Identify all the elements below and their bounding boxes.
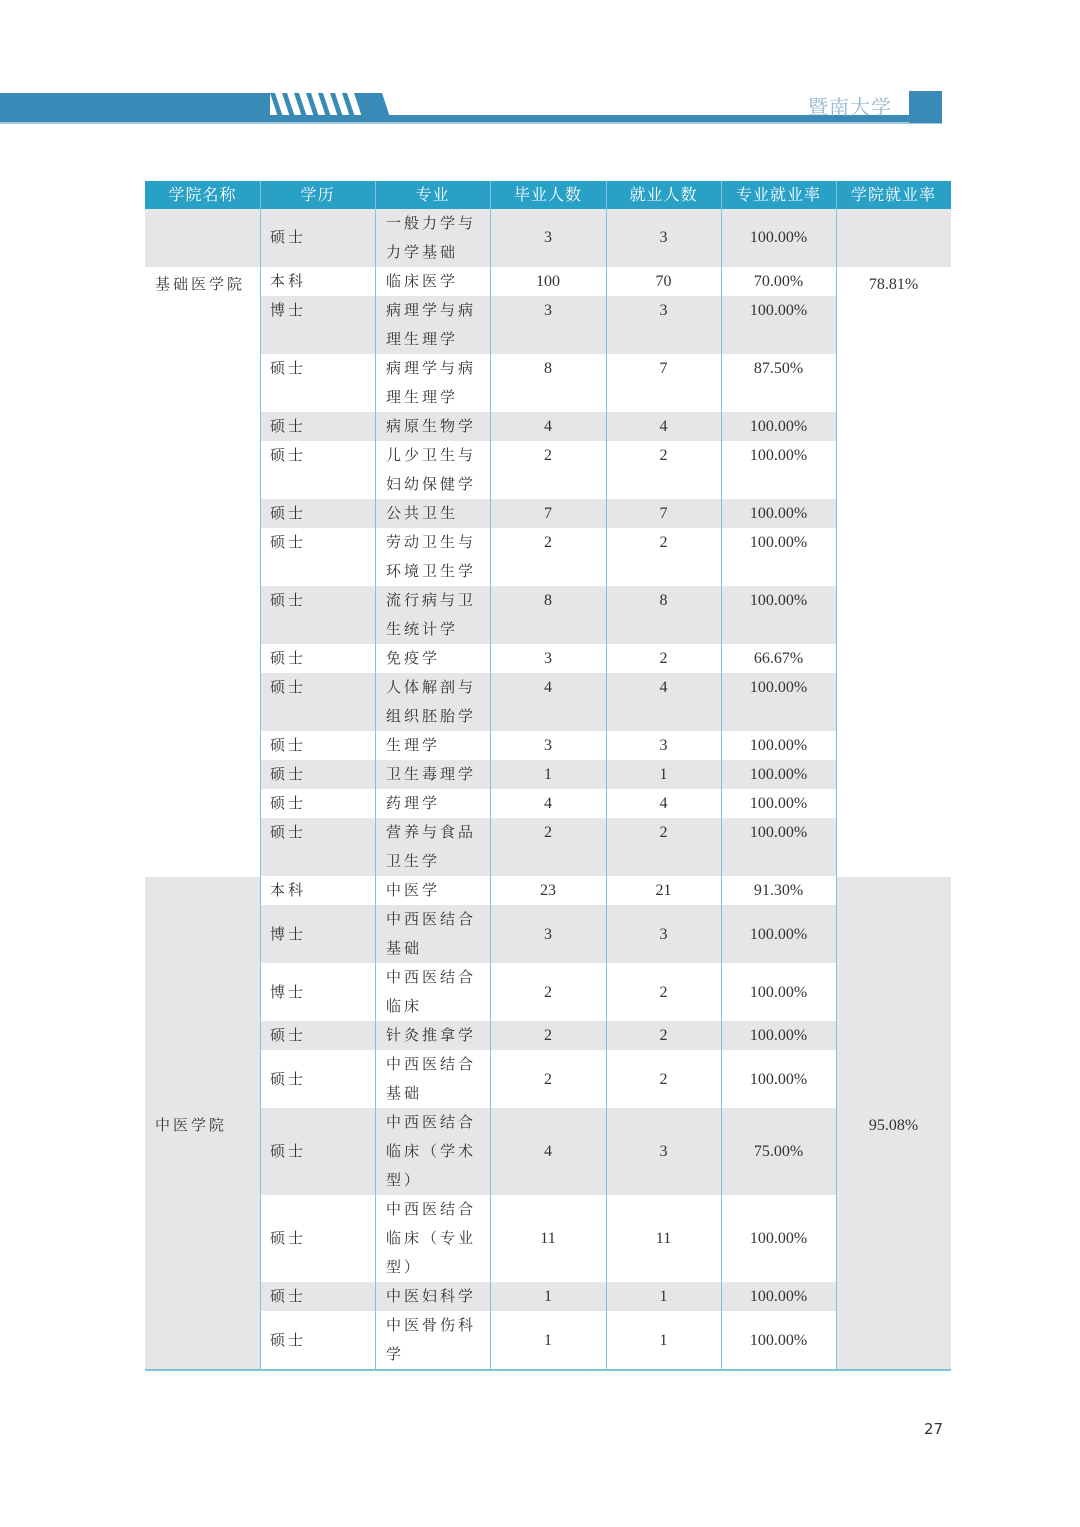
graduates-cell: 3 <box>544 229 552 246</box>
graduates-cell: 2 <box>544 984 552 1001</box>
major-cell-line: 免疫学 <box>386 649 441 667</box>
major-cell-line: 中医妇科学 <box>386 1287 477 1305</box>
degree-cell: 硕士 <box>270 649 307 667</box>
major-rate-cell: 100.00% <box>749 766 808 783</box>
major-rate-cell: 100.00% <box>749 534 808 551</box>
major-cell-line: 基础 <box>386 939 423 957</box>
major-cell-line: 学 <box>386 1345 405 1363</box>
major-rate-cell: 100.00% <box>749 1230 808 1247</box>
major-rate-cell: 66.67% <box>753 650 804 667</box>
employed-cell: 2 <box>659 824 668 841</box>
employed-cell: 4 <box>659 795 668 812</box>
graduates-cell: 8 <box>544 592 552 609</box>
major-cell-line: 生统计学 <box>386 620 459 638</box>
major-cell-line: 中西医结合 <box>386 910 477 928</box>
employed-cell: 3 <box>659 302 668 319</box>
table-row <box>260 1195 836 1282</box>
graduates-cell: 3 <box>544 737 552 754</box>
table-bottom-border <box>145 1369 951 1371</box>
major-cell-line: 中西医结合 <box>386 1055 477 1073</box>
employed-cell: 7 <box>659 505 668 522</box>
major-rate-cell: 70.00% <box>753 273 804 290</box>
graduates-cell: 11 <box>540 1230 556 1247</box>
major-rate-cell: 100.00% <box>749 302 808 319</box>
degree-cell: 硕士 <box>270 823 307 841</box>
table-row <box>260 1282 836 1311</box>
table-row <box>260 905 836 963</box>
major-cell-line: 病理学与病 <box>386 301 477 319</box>
major-rate-cell: 100.00% <box>749 824 808 841</box>
degree-cell: 硕士 <box>270 359 307 377</box>
table-row <box>260 644 836 673</box>
table-row <box>260 499 836 528</box>
major-cell-line: 病理学与病 <box>386 359 477 377</box>
degree-cell: 硕士 <box>270 1331 307 1349</box>
table-row <box>260 209 836 267</box>
employed-cell: 11 <box>655 1230 672 1247</box>
graduates-cell: 4 <box>544 418 552 435</box>
employed-cell: 2 <box>659 1027 668 1044</box>
major-rate-cell: 91.30% <box>753 882 804 899</box>
major-cell-line: 劳动卫生与 <box>386 533 477 551</box>
graduates-cell: 3 <box>544 302 552 319</box>
college-rate-basic-medicine: 78.81% <box>868 276 919 293</box>
graduates-cell: 100 <box>536 273 560 290</box>
degree-cell: 硕士 <box>270 591 307 609</box>
college-rate-cell-bg <box>836 209 951 267</box>
column-header-graduates: 毕业人数 <box>513 185 582 204</box>
college-name-basic-medicine: 基础医学院 <box>155 275 246 293</box>
college-rate-tcm: 95.08% <box>868 1117 919 1134</box>
major-cell-line: 中医学 <box>386 881 441 899</box>
degree-cell: 本科 <box>270 881 307 899</box>
degree-cell: 硕士 <box>270 1026 307 1044</box>
column-header-college-rate: 学院就业率 <box>850 185 936 204</box>
major-rate-cell: 100.00% <box>749 679 808 696</box>
major-rate-cell: 75.00% <box>753 1143 804 1160</box>
table-row <box>260 760 836 789</box>
graduates-cell: 7 <box>544 505 552 522</box>
degree-cell: 硕士 <box>270 504 307 522</box>
degree-cell: 本科 <box>270 272 307 290</box>
graduates-cell: 2 <box>544 534 552 551</box>
graduates-cell: 2 <box>544 824 552 841</box>
graduates-cell: 2 <box>544 1027 552 1044</box>
employed-cell: 1 <box>659 766 668 783</box>
table-row <box>260 731 836 760</box>
table-row <box>260 586 836 644</box>
major-rate-cell: 100.00% <box>749 418 808 435</box>
graduates-cell: 1 <box>544 1288 552 1305</box>
column-header-employed: 就业人数 <box>629 185 698 204</box>
major-cell-line: 中医骨伤科 <box>386 1316 477 1334</box>
employed-cell: 2 <box>659 534 668 551</box>
major-rate-cell: 100.00% <box>749 795 808 812</box>
graduates-cell: 3 <box>544 650 552 667</box>
major-cell-line: 中西医结合 <box>386 968 477 986</box>
table-row <box>260 789 836 818</box>
graduates-cell: 2 <box>544 447 552 464</box>
table-row <box>260 1311 836 1369</box>
major-cell-line: 组织胚胎学 <box>386 707 477 725</box>
degree-cell: 硕士 <box>270 1229 307 1247</box>
employed-cell: 2 <box>659 1071 668 1088</box>
graduates-cell: 4 <box>544 1143 552 1160</box>
graduates-cell: 3 <box>544 926 552 943</box>
degree-cell: 博士 <box>270 925 307 943</box>
major-rate-cell: 100.00% <box>749 447 808 464</box>
graduates-cell: 1 <box>544 1332 552 1349</box>
major-cell-line: 生理学 <box>386 736 441 754</box>
major-rate-cell: 100.00% <box>749 229 808 246</box>
employed-cell: 2 <box>659 447 668 464</box>
major-cell-line: 环境卫生学 <box>386 562 477 580</box>
major-rate-cell: 100.00% <box>749 926 808 943</box>
major-cell-line: 公共卫生 <box>386 504 459 522</box>
major-cell-line: 型） <box>386 1171 423 1189</box>
major-cell-line: 卫生毒理学 <box>386 765 477 783</box>
major-cell-line: 儿少卫生与 <box>386 446 477 464</box>
graduates-cell: 4 <box>544 795 552 812</box>
employed-cell: 2 <box>659 650 668 667</box>
major-cell-line: 药理学 <box>386 794 441 812</box>
table-row <box>260 441 836 499</box>
major-cell-line: 人体解剖与 <box>386 678 477 696</box>
degree-cell: 博士 <box>270 301 307 319</box>
column-header-degree: 学历 <box>300 185 335 204</box>
employed-cell: 3 <box>659 229 668 246</box>
employed-cell: 7 <box>659 360 668 377</box>
major-rate-cell: 100.00% <box>749 1027 808 1044</box>
major-rate-cell: 100.00% <box>749 592 808 609</box>
header-band-line <box>0 122 942 124</box>
employed-cell: 1 <box>659 1288 668 1305</box>
degree-cell: 硕士 <box>270 446 307 464</box>
major-cell-line: 临床医学 <box>386 272 459 290</box>
table-row <box>260 412 836 441</box>
employed-cell: 3 <box>659 926 668 943</box>
employed-cell: 4 <box>659 418 668 435</box>
degree-cell: 硕士 <box>270 765 307 783</box>
table-row <box>260 876 836 905</box>
page-number: 27 <box>924 1420 944 1438</box>
table-row <box>260 296 836 354</box>
employed-cell: 3 <box>659 737 668 754</box>
graduates-cell: 4 <box>544 679 552 696</box>
major-cell-line: 临床 <box>386 997 423 1015</box>
degree-cell: 硕士 <box>270 794 307 812</box>
graduates-cell: 8 <box>544 360 552 377</box>
major-cell-line: 营养与食品 <box>386 823 477 841</box>
table-row <box>260 354 836 412</box>
major-rate-cell: 100.00% <box>749 1332 808 1349</box>
major-cell-line: 卫生学 <box>386 852 441 870</box>
major-cell-line: 理生理学 <box>386 388 459 406</box>
column-header-major-rate: 专业就业率 <box>735 185 821 204</box>
table-header <box>145 181 951 209</box>
major-cell-line: 中西医结合 <box>386 1113 477 1131</box>
employed-cell: 1 <box>659 1332 668 1349</box>
major-cell-line: 临床（专业 <box>386 1229 477 1247</box>
employed-cell: 8 <box>659 592 668 609</box>
degree-cell: 硕士 <box>270 228 307 246</box>
major-rate-cell: 100.00% <box>749 505 808 522</box>
degree-cell: 硕士 <box>270 533 307 551</box>
college-name-tcm: 中医学院 <box>155 1116 228 1134</box>
major-cell-line: 理生理学 <box>386 330 459 348</box>
major-rate-cell: 100.00% <box>749 1288 808 1305</box>
employed-cell: 4 <box>659 679 668 696</box>
degree-cell: 硕士 <box>270 1287 307 1305</box>
table-row <box>260 963 836 1021</box>
table-row <box>260 267 836 296</box>
degree-cell: 硕士 <box>270 736 307 754</box>
table-row <box>260 818 836 876</box>
column-header-major: 专业 <box>415 185 450 204</box>
major-cell-line: 基础 <box>386 1084 423 1102</box>
degree-cell: 硕士 <box>270 1142 307 1160</box>
header-stripes-decoration <box>262 93 402 117</box>
major-cell-line: 流行病与卫 <box>386 591 477 609</box>
major-cell-line: 一般力学与 <box>386 214 477 232</box>
column-header-college: 学院名称 <box>168 185 237 204</box>
major-rate-cell: 100.00% <box>749 1071 808 1088</box>
major-cell-line: 临床（学术 <box>386 1142 477 1160</box>
degree-cell: 博士 <box>270 983 307 1001</box>
table-row <box>260 528 836 586</box>
major-cell-line: 针灸推拿学 <box>386 1026 477 1044</box>
employed-cell: 70 <box>655 273 672 290</box>
major-rate-cell: 87.50% <box>753 360 804 377</box>
major-cell-line: 病原生物学 <box>386 417 477 435</box>
graduates-cell: 23 <box>540 882 556 899</box>
college-cell-bg <box>145 209 260 267</box>
graduates-cell: 1 <box>544 766 552 783</box>
degree-cell: 硕士 <box>270 1070 307 1088</box>
table-row <box>260 1050 836 1108</box>
major-rate-cell: 100.00% <box>749 737 808 754</box>
employed-cell: 2 <box>659 984 668 1001</box>
degree-cell: 硕士 <box>270 678 307 696</box>
university-name: 暨南大学 <box>808 95 892 119</box>
table-row <box>260 1108 836 1195</box>
degree-cell: 硕士 <box>270 417 307 435</box>
major-cell-line: 型） <box>386 1258 423 1276</box>
employed-cell: 3 <box>659 1143 668 1160</box>
table-row <box>260 673 836 731</box>
major-cell-line: 力学基础 <box>386 243 459 261</box>
employed-cell: 21 <box>655 882 672 899</box>
major-rate-cell: 100.00% <box>749 984 808 1001</box>
major-cell-line: 妇幼保健学 <box>386 475 477 493</box>
graduates-cell: 2 <box>544 1071 552 1088</box>
table-row <box>260 1021 836 1050</box>
major-cell-line: 中西医结合 <box>386 1200 477 1218</box>
header-band-right-block <box>909 91 942 123</box>
